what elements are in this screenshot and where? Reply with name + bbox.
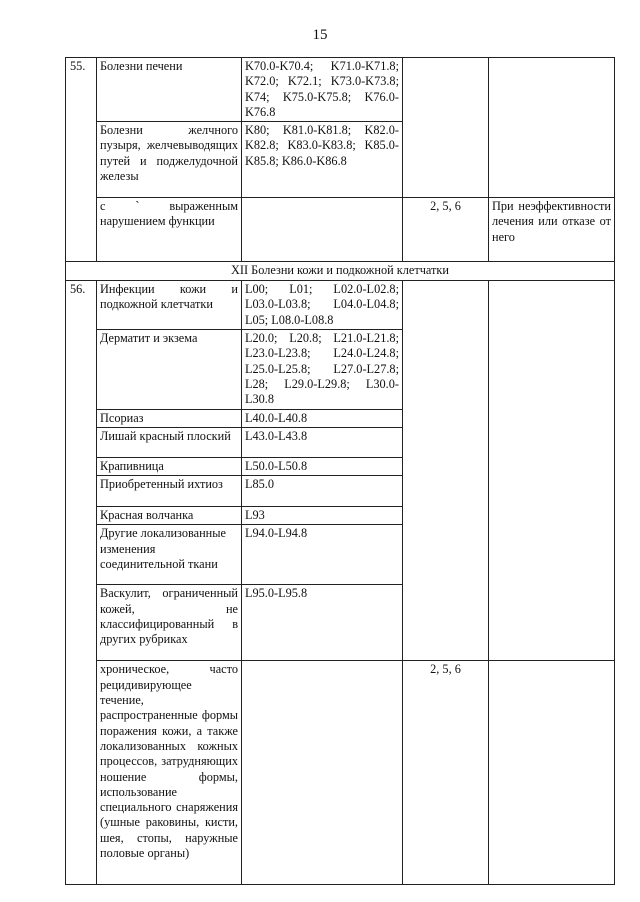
table-row xyxy=(66,198,615,262)
severity-text: хроническое, часто рецидивирующее течение, распространенные формы поражения кожи, а также локализованных кожных процессов, затрудняющих ношение формы, использование специального снаряжения (ушные раковины, кисти, шея, стопы, наружные половые органы) xyxy=(97,661,242,885)
page-number: 15 xyxy=(312,27,328,43)
severity-text: с ` выраженным нарушением функции xyxy=(97,198,242,262)
row-number: 56. xyxy=(66,281,97,885)
table-row xyxy=(66,58,615,122)
icd-codes: L43.0-L43.8 xyxy=(242,427,403,457)
note-cell xyxy=(489,58,615,198)
disease-name: Инфекции кожи и подкожной клетчатки xyxy=(97,281,242,330)
categories-cell xyxy=(403,281,489,661)
icd-codes: L40.0-L40.8 xyxy=(242,409,403,427)
icd-codes: K80; K81.0-K81.8; K82.0-K82.8; K83.0-K83.8; K85.0-K85.8; K86.0-K86.8 xyxy=(242,122,403,198)
row-number: 55. xyxy=(66,58,97,262)
icd-codes: L85.0 xyxy=(242,476,403,507)
disease-name: Крапивница xyxy=(97,457,242,475)
categories-value: 2, 5, 6 xyxy=(403,661,489,885)
icd-codes: L93 xyxy=(242,507,403,525)
disease-name: Лишай красный плоский xyxy=(97,427,242,457)
icd-codes: K70.0-K70.4; K71.0-K71.8; K72.0; K72.1; K73.0-K73.8; K74; K75.0-K75.8; K76.0-K76.8 xyxy=(242,58,403,122)
disease-name: Дерматит и экзема xyxy=(97,330,242,409)
icd-codes: L00; L01; L02.0-L02.8; L03.0-L03.8; L04.0-L04.8; L05; L08.0-L08.8 xyxy=(242,281,403,330)
icd-codes: L50.0-L50.8 xyxy=(242,457,403,475)
note-text: При неэффективности лечения или отказе от него xyxy=(489,198,615,262)
disease-name: Другие локализованные изменения соединительной ткани xyxy=(97,525,242,585)
table-row xyxy=(66,262,615,281)
categories-value: 2, 5, 6 xyxy=(403,198,489,262)
icd-codes: L20.0; L20.8; L21.0-L21.8; L23.0-L23.8; L24.0-L24.8; L25.0-L25.8; L27.0-L27.8; L28; L29.0-L29.8; L30.0-L30.8 xyxy=(242,330,403,409)
icd-codes xyxy=(242,661,403,885)
disease-table xyxy=(65,57,615,885)
note-cell xyxy=(489,661,615,885)
disease-name: Болезни печени xyxy=(97,58,242,122)
disease-name: Красная волчанка xyxy=(97,507,242,525)
note-cell xyxy=(489,281,615,661)
disease-name: Псориаз xyxy=(97,409,242,427)
disease-name: Болезни желчного пузыря, желчевыводящих путей и поджелудочной железы xyxy=(97,122,242,198)
table-row xyxy=(66,281,615,330)
section-heading: XII Болезни кожи и подкожной клетчатки xyxy=(66,262,615,281)
disease-name: Васкулит, ограниченный кожей, не классифицированный в других рубриках xyxy=(97,585,242,661)
icd-codes: L95.0-L95.8 xyxy=(242,585,403,661)
icd-codes: L94.0-L94.8 xyxy=(242,525,403,585)
icd-codes xyxy=(242,198,403,262)
categories-cell xyxy=(403,58,489,198)
table-row xyxy=(66,661,615,885)
disease-name: Приобретенный ихтиоз xyxy=(97,476,242,507)
